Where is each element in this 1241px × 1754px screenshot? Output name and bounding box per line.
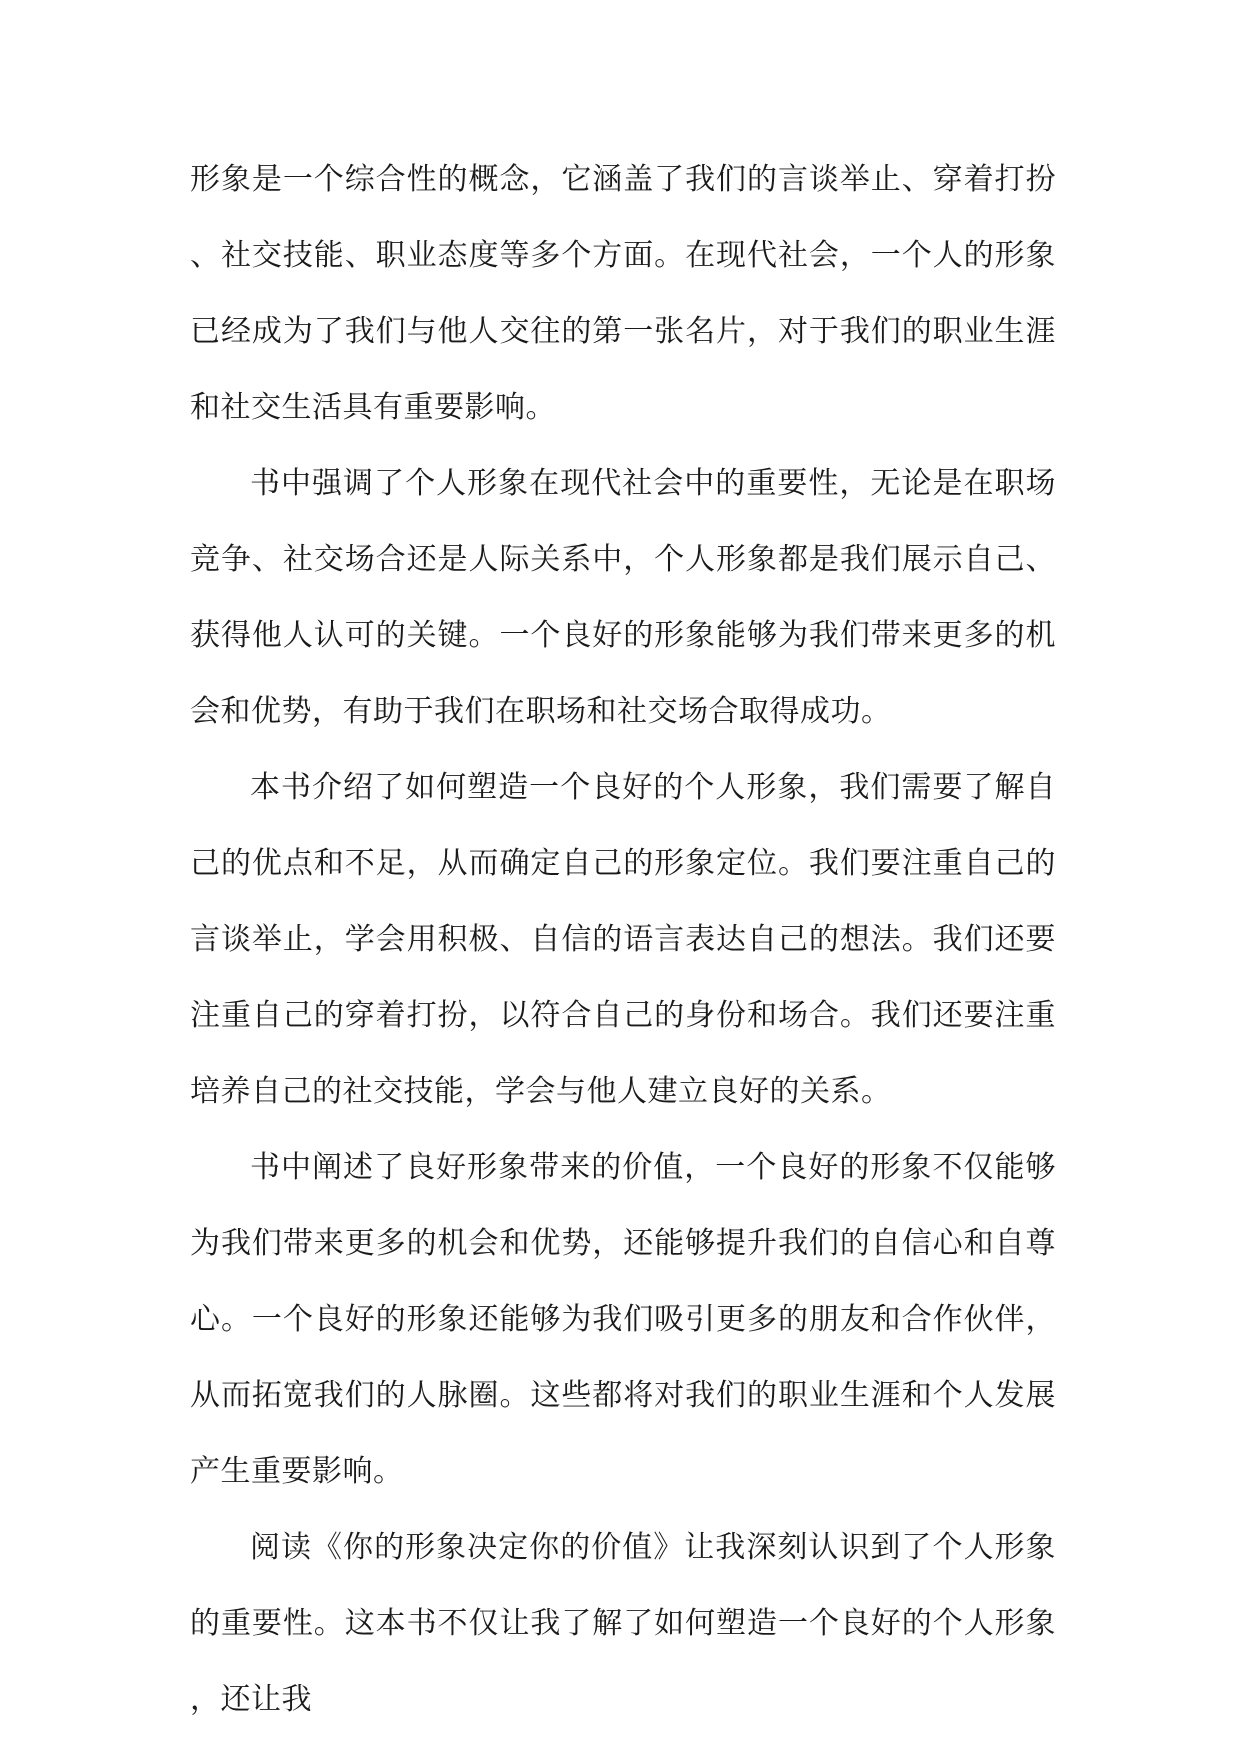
paragraph-4: 书中阐述了良好形象带来的价值，一个良好的形象不仅能够为我们带来更多的机会和优势，还能够提升我们的自信心和自尊心。一个良好的形象还能够为我们吸引更多的朋友和合作伙伴，从而拓宽我们的人脉圈。这些都将对我们的职业生涯和个人发展产生重要影响。 — [190, 1150, 1056, 1489]
paragraph-2: 书中强调了个人形象在现代社会中的重要性，无论是在职场竞争、社交场合还是人际关系中，个人形象都是我们展示自己、获得他人认可的关键。一个良好的形象能够为我们带来更多的机会和优势，有助于我们在职场和社交场合取得成功。 — [190, 466, 1056, 729]
document-body — [190, 142, 1056, 1738]
paragraph-5: 阅读《你的形象决定你的价值》让我深刻认识到了个人形象的重要性。这本书不仅让我了解了如何塑造一个良好的个人形象，还让我 — [190, 1530, 1056, 1717]
paragraph-3: 本书介绍了如何塑造一个良好的个人形象，我们需要了解自己的优点和不足，从而确定自己的形象定位。我们要注重自己的言谈举止，学会用积极、自信的语言表达自己的想法。我们还要注重自己的穿着打扮，以符合自己的身份和场合。我们还要注重培养自己的社交技能，学会与他人建立良好的关系。 — [190, 770, 1056, 1109]
paragraph-1: 形象是一个综合性的概念，它涵盖了我们的言谈举止、穿着打扮、社交技能、职业态度等多个方面。在现代社会，一个人的形象已经成为了我们与他人交往的第一张名片，对于我们的职业生涯和社交生活具有重要影响。 — [190, 162, 1056, 425]
